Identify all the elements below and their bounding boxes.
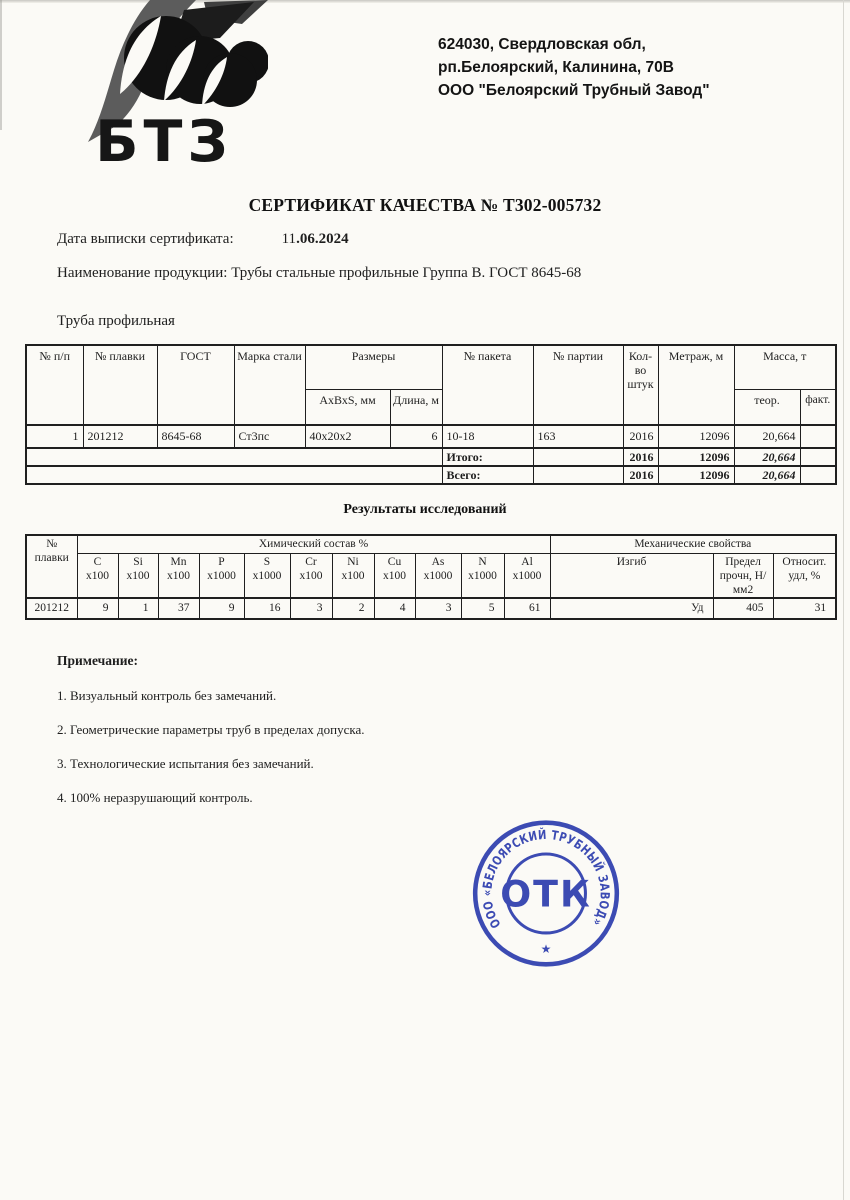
results-section-title: Результаты исследований [343,502,507,517]
results-table [25,534,837,620]
cell-strength: 405 [713,598,773,619]
chem-col-header: Cu x100 [374,553,415,598]
cell-melt: 201212 [26,598,77,619]
cell-qty: 2016 [623,425,658,448]
col-header-melt: № плавки [26,535,77,598]
address-line: рп.Белоярский, Калинина, 70В [438,59,674,76]
cell-mass-fact [800,425,836,448]
mech-group-header: Механические свойства [550,535,836,553]
btz-logo-text: БТЗ [95,109,233,170]
chem-col-header: Mn x100 [158,553,199,598]
col-header-melt: № плавки [83,345,157,425]
company-address-block [438,33,838,102]
subtotal-mass-fact [800,448,836,466]
col-header-size-length: Длина, м [390,389,442,425]
address-line: ООО "Белоярский Трубный Завод" [438,82,710,99]
stamp-star-icon: ★ [540,942,552,957]
col-header-mass: Масса, т [734,345,836,389]
certificate-title: СЕРТИФИКАТ КАЧЕСТВА № Т302-005732 [248,195,602,215]
chem-col-header: Al x1000 [504,553,550,598]
results-table-row [26,598,836,619]
chem-col-header: Si x100 [118,553,158,598]
col-header-num: № п/п [26,345,83,425]
empty-cell [26,448,442,466]
pipe-table-grandtotal-row [26,466,836,484]
cell-chem-si: 1 [118,598,158,619]
cell-bend: Уд [550,598,713,619]
certificate-date-line [57,231,349,248]
cell-meters: 12096 [658,425,734,448]
chem-col-header: N x1000 [461,553,504,598]
cell-chem-as: 3 [415,598,461,619]
col-header-steel-grade: Марка стали [234,345,305,425]
cell-steel-grade: Ст3пс [234,425,305,448]
chem-col-header: Ni x100 [332,553,374,598]
subtotal-meters: 12096 [658,448,734,466]
col-header-sizes: Размеры [305,345,442,389]
subtotal-qty: 2016 [623,448,658,466]
address-line: 624030, Свердловская обл, [438,36,646,53]
col-header-mass-fact: факт. [800,389,836,425]
date-day: 11 [281,231,297,247]
cell-num: 1 [26,425,83,448]
cell-chem-al: 61 [504,598,550,619]
cell-batch: 163 [533,425,623,448]
cell-chem-p: 9 [199,598,244,619]
mech-col-header-strength: Предел прочн, Н/мм2 [713,553,773,598]
mech-col-header-elongation: Относит. удл, % [773,553,836,598]
stamp-ring-text: ООО «БЕЛОЯРСКИЙ ТРУБНЫЙ ЗАВОД» [479,826,613,932]
chem-col-header: P x1000 [199,553,244,598]
empty-cell [533,466,623,484]
col-header-size-axbxs: АхВхS, мм [305,389,390,425]
cell-chem-mn: 37 [158,598,199,619]
note-item: 3. Технологические испытания без замечаний. [57,756,314,771]
notes-title: Примечание: [57,653,139,668]
col-header-batch: № партии [533,345,623,425]
date-rest: .06.2024 [296,231,349,247]
cell-mass-theor: 20,664 [734,425,800,448]
col-header-mass-theor: теор. [734,389,800,425]
grandtotal-mass-fact [800,466,836,484]
mech-col-header-bend: Изгиб [550,553,713,598]
note-item: 2. Геометрические параметры труб в пределах допуска. [57,722,365,737]
chem-group-header: Химический состав % [77,535,550,553]
cell-chem-n: 5 [461,598,504,619]
grandtotal-mass-theor: 20,664 [734,466,800,484]
col-header-package: № пакета [442,345,533,425]
cell-melt: 201212 [83,425,157,448]
cell-size-axbxs: 40х20х2 [305,425,390,448]
note-item: 4. 100% неразрушающий контроль. [57,790,253,805]
grandtotal-qty: 2016 [623,466,658,484]
grandtotal-label: Всего: [442,466,533,484]
subtotal-label: Итого: [442,448,533,466]
cell-chem-c: 9 [77,598,118,619]
pipe-table-subtotal-row [26,448,836,466]
scan-edge-left [0,0,2,130]
grandtotal-meters: 12096 [658,466,734,484]
cell-size-length: 6 [390,425,442,448]
pipe-type-label: Труба профильная [57,313,175,329]
cell-elongation: 31 [773,598,836,619]
chem-col-header: As x1000 [415,553,461,598]
btz-logo-icon [58,0,268,170]
chem-col-header: Cr x100 [290,553,332,598]
cell-chem-cu: 4 [374,598,415,619]
empty-cell [533,448,623,466]
col-header-meters: Метраж, м [658,345,734,425]
pipe-table-row [26,425,836,448]
cell-chem-cr: 3 [290,598,332,619]
subtotal-mass-theor: 20,664 [734,448,800,466]
pipe-table [25,344,837,485]
cell-chem-s: 16 [244,598,290,619]
col-header-qty: Кол-во штук [623,345,658,425]
chem-col-header: C x100 [77,553,118,598]
chem-col-header: S x1000 [244,553,290,598]
note-item: 1. Визуальный контроль без замечаний. [57,688,277,703]
notes-section [57,653,757,805]
date-label: Дата выписки сертификата: [57,231,234,247]
cell-gost: 8645-68 [157,425,234,448]
scan-edge-right [843,0,844,1200]
cell-package: 10-18 [442,425,533,448]
cell-chem-ni: 2 [332,598,374,619]
otk-stamp-icon [460,810,632,978]
empty-cell [26,466,442,484]
product-name-line: Наименование продукции: Трубы стальные профильные Группа В. ГОСТ 8645-68 [57,265,582,281]
stamp-center-text: ОТК [500,872,592,916]
col-header-gost: ГОСТ [157,345,234,425]
